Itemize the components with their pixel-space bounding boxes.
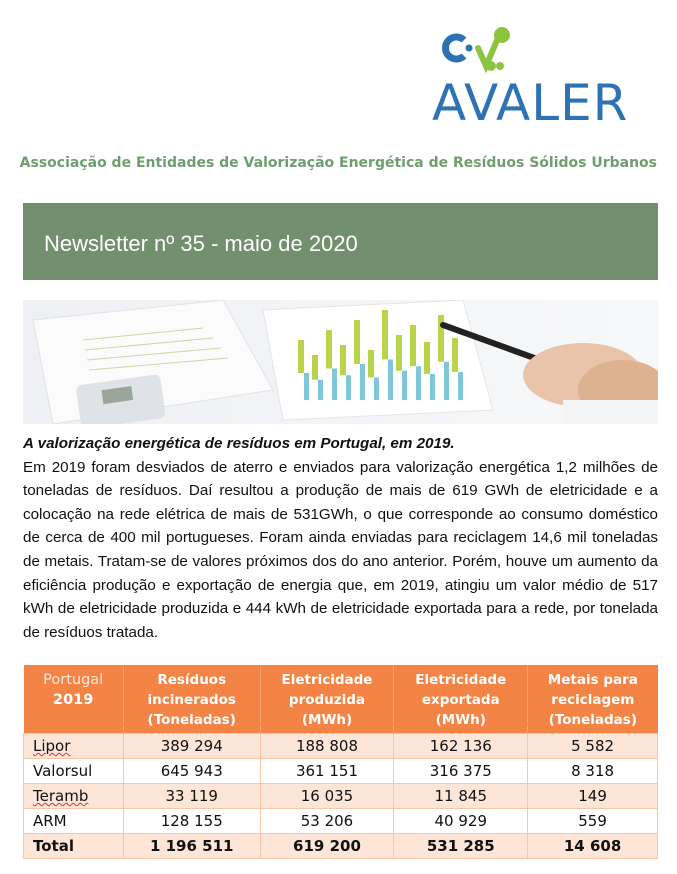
logo-text: AVALER bbox=[432, 74, 629, 132]
table-cell: 188 808 bbox=[260, 734, 394, 759]
table-cell: 361 151 bbox=[260, 759, 394, 784]
hero-image bbox=[23, 300, 658, 424]
header-portugal-2019 bbox=[24, 665, 124, 734]
table-cell: 619 200 bbox=[260, 834, 394, 859]
table-cell: 8 318 bbox=[528, 759, 658, 784]
header-eletricidade-exportada: Eletricidade exportada (MWh) bbox=[394, 665, 528, 734]
logo-mark-icon bbox=[430, 18, 530, 78]
row-label: Total bbox=[24, 834, 124, 859]
table-cell: 11 845 bbox=[394, 784, 528, 809]
table-cell: 53 206 bbox=[260, 809, 394, 834]
table-cell: 531 285 bbox=[394, 834, 528, 859]
header-residuos: Resíduos incinerados (Toneladas) bbox=[123, 665, 260, 734]
article-headline: A valorização energética de resíduos em Portugal, em 2019. bbox=[23, 435, 455, 452]
table-cell: 16 035 bbox=[260, 784, 394, 809]
header-eletricidade-produzida: Eletricidade produzida (MWh) bbox=[260, 665, 394, 734]
table-cell: 5 582 bbox=[528, 734, 658, 759]
row-label: ARM bbox=[24, 809, 124, 834]
table-row bbox=[24, 784, 658, 809]
table-cell: 389 294 bbox=[123, 734, 260, 759]
table-cell: 316 375 bbox=[394, 759, 528, 784]
article-body: Em 2019 foram desviados de aterro e enviados para valorização energética 1,2 milhões de toneladas de resíduos. Daí resultou a produção de mais de 619 GWh de eletricidade e a colocação na rede elétrica de mais de 531GWh, o que corresponde ao consumo doméstico de cerca de 400 mil portugueses. Foram ainda enviadas para reciclagem 14,6 mil toneladas de metais. Tratam-se de valores próximos dos do ano anterior. Porém, houve um aumento da eficiência produção e exportação de energia que, em 2019, atingiu um valor médio de 517 kWh de eletricidade produzida e 444 kWh de eletricidade exportada para a rede, por tonelada de resíduos tratada. bbox=[23, 458, 658, 641]
table-cell: 162 136 bbox=[394, 734, 528, 759]
table-row bbox=[24, 809, 658, 834]
header-year: 2019 bbox=[52, 692, 94, 708]
table-header-row bbox=[24, 665, 658, 734]
table-cell: 40 929 bbox=[394, 809, 528, 834]
row-label: Teramb bbox=[24, 784, 124, 809]
table-cell: 645 943 bbox=[123, 759, 260, 784]
header-country: Portugal bbox=[43, 672, 104, 688]
table-cell: 128 155 bbox=[123, 809, 260, 834]
table-cell: 149 bbox=[528, 784, 658, 809]
association-name: Associação de Entidades de Valorização Energética de Resíduos Sólidos Urbanos bbox=[19, 155, 657, 171]
header-metais: Metais para reciclagem (Toneladas) bbox=[528, 665, 658, 734]
table-cell: 33 119 bbox=[123, 784, 260, 809]
row-label: Valorsul bbox=[24, 759, 124, 784]
table-cell: 14 608 bbox=[528, 834, 658, 859]
article bbox=[23, 432, 658, 644]
newsletter-banner bbox=[23, 203, 658, 280]
table-row bbox=[24, 759, 658, 784]
table-row bbox=[24, 734, 658, 759]
newsletter-title: Newsletter nº 35 - maio de 2020 bbox=[44, 231, 358, 256]
avaler-logo bbox=[430, 18, 650, 132]
waste-data-table bbox=[23, 665, 658, 859]
table-cell: 1 196 511 bbox=[123, 834, 260, 859]
table-total-row bbox=[24, 834, 658, 859]
table-cell: 559 bbox=[528, 809, 658, 834]
row-label: Lipor bbox=[24, 734, 124, 759]
